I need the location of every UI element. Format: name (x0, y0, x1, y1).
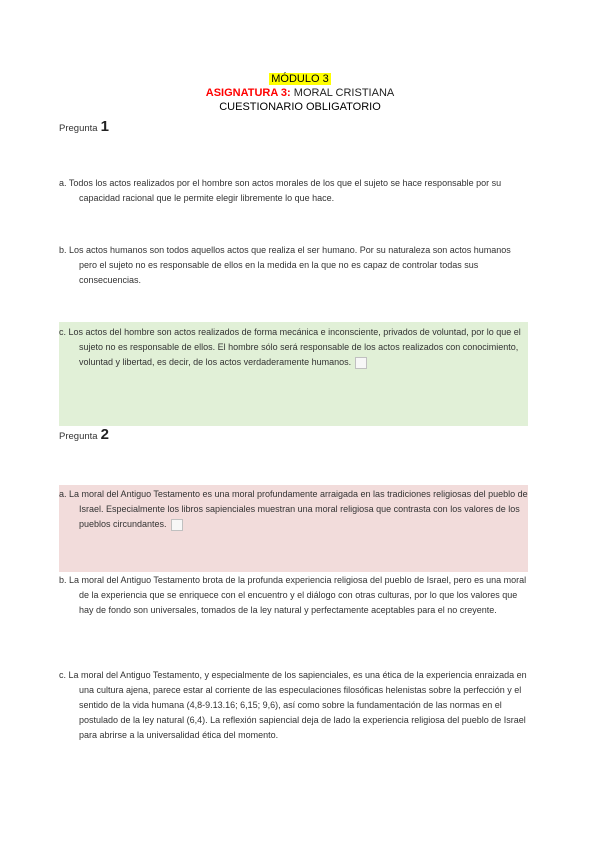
question-label-text: Pregunta (59, 431, 98, 442)
module-title: MÓDULO 3 (271, 73, 329, 85)
option-letter: b. (59, 245, 67, 255)
questionnaire-title: CUESTIONARIO OBLIGATORIO (219, 101, 381, 113)
option-text: Los actos humanos son todos aquellos actos que realiza el ser humano. Por su naturaleza son actos humanos pero el sujeto no es responsable de ellos en la medida en la que no es capaz de controlar todas sus consecuencias. (69, 245, 511, 285)
option-text: Los actos del hombre son actos realizados de forma mecánica e inconsciente, privados de voluntad, por lo que el sujeto no es responsable de ellos. El hombre sólo será responsable de los actos realizados con conocimiento, voluntad y libertad, es decir, de los actos verdaderamente humanos. (68, 327, 521, 367)
option-text: La moral del Antiguo Testamento brota de la profunda experiencia religiosa del pueblo de Israel, pero es una moral de la experiencia que se enriquece con el encuentro y el diálogo con otras culturas, por lo que los valores que hay de fondo son universales, tomados de la ley natural y perfectamente aceptables para el no creyente. (69, 575, 527, 615)
document-header (0, 72, 600, 114)
subject-label: ASIGNATURA 3: (205, 87, 291, 99)
option-letter: c. (59, 670, 67, 680)
option-text: Todos los actos realizados por el hombre son actos morales de los que el sujeto se hace responsable por su capacidad racional que le permite elegir libremente lo que hace. (68, 178, 502, 203)
question-1-option-a[interactable] (59, 176, 528, 206)
question-2-option-b[interactable] (59, 573, 528, 618)
option-letter: a. (59, 178, 67, 188)
option-letter: a. (59, 489, 67, 499)
question-number: 1 (100, 118, 109, 135)
option-letter: b. (59, 575, 67, 585)
checkbox-icon[interactable] (171, 519, 183, 531)
question-label-text: Pregunta (59, 123, 98, 134)
question-1-label (59, 118, 109, 135)
question-2-label (59, 426, 109, 443)
question-1-option-c[interactable] (59, 325, 528, 370)
option-text: La moral del Antiguo Testamento, y especialmente de los sapienciales, es una ética de la experiencia enraizada en una cultura ajena, parece estar al corriente de las especulaciones filosóficas helenistas sobre la perfección y el sentido de la vida humana (4,8-9.13.16; 6,15; 9,6), así como sobre la fundamentación de las normas en el postulado de la ley natural (6,4). La reflexión sapiencial deja de lado la experiencia religiosa del pueblo de Israel para abrirse a la universalidad ética del momento. (68, 670, 527, 740)
option-letter: c. (59, 327, 67, 337)
question-1-option-b[interactable] (59, 243, 528, 288)
option-text: La moral del Antiguo Testamento es una moral profundamente arraigada en las tradiciones religiosas del pueblo de Israel. Especialmente los libros sapienciales muestran una moral religiosa que contrasta con los valores de los pueblos circundantes. (69, 489, 528, 529)
question-2-option-a[interactable] (59, 487, 528, 532)
question-number: 2 (100, 426, 109, 443)
checkbox-icon[interactable] (355, 357, 367, 369)
question-2-option-c[interactable] (59, 668, 528, 743)
subject-name: MORAL CRISTIANA (293, 87, 395, 99)
